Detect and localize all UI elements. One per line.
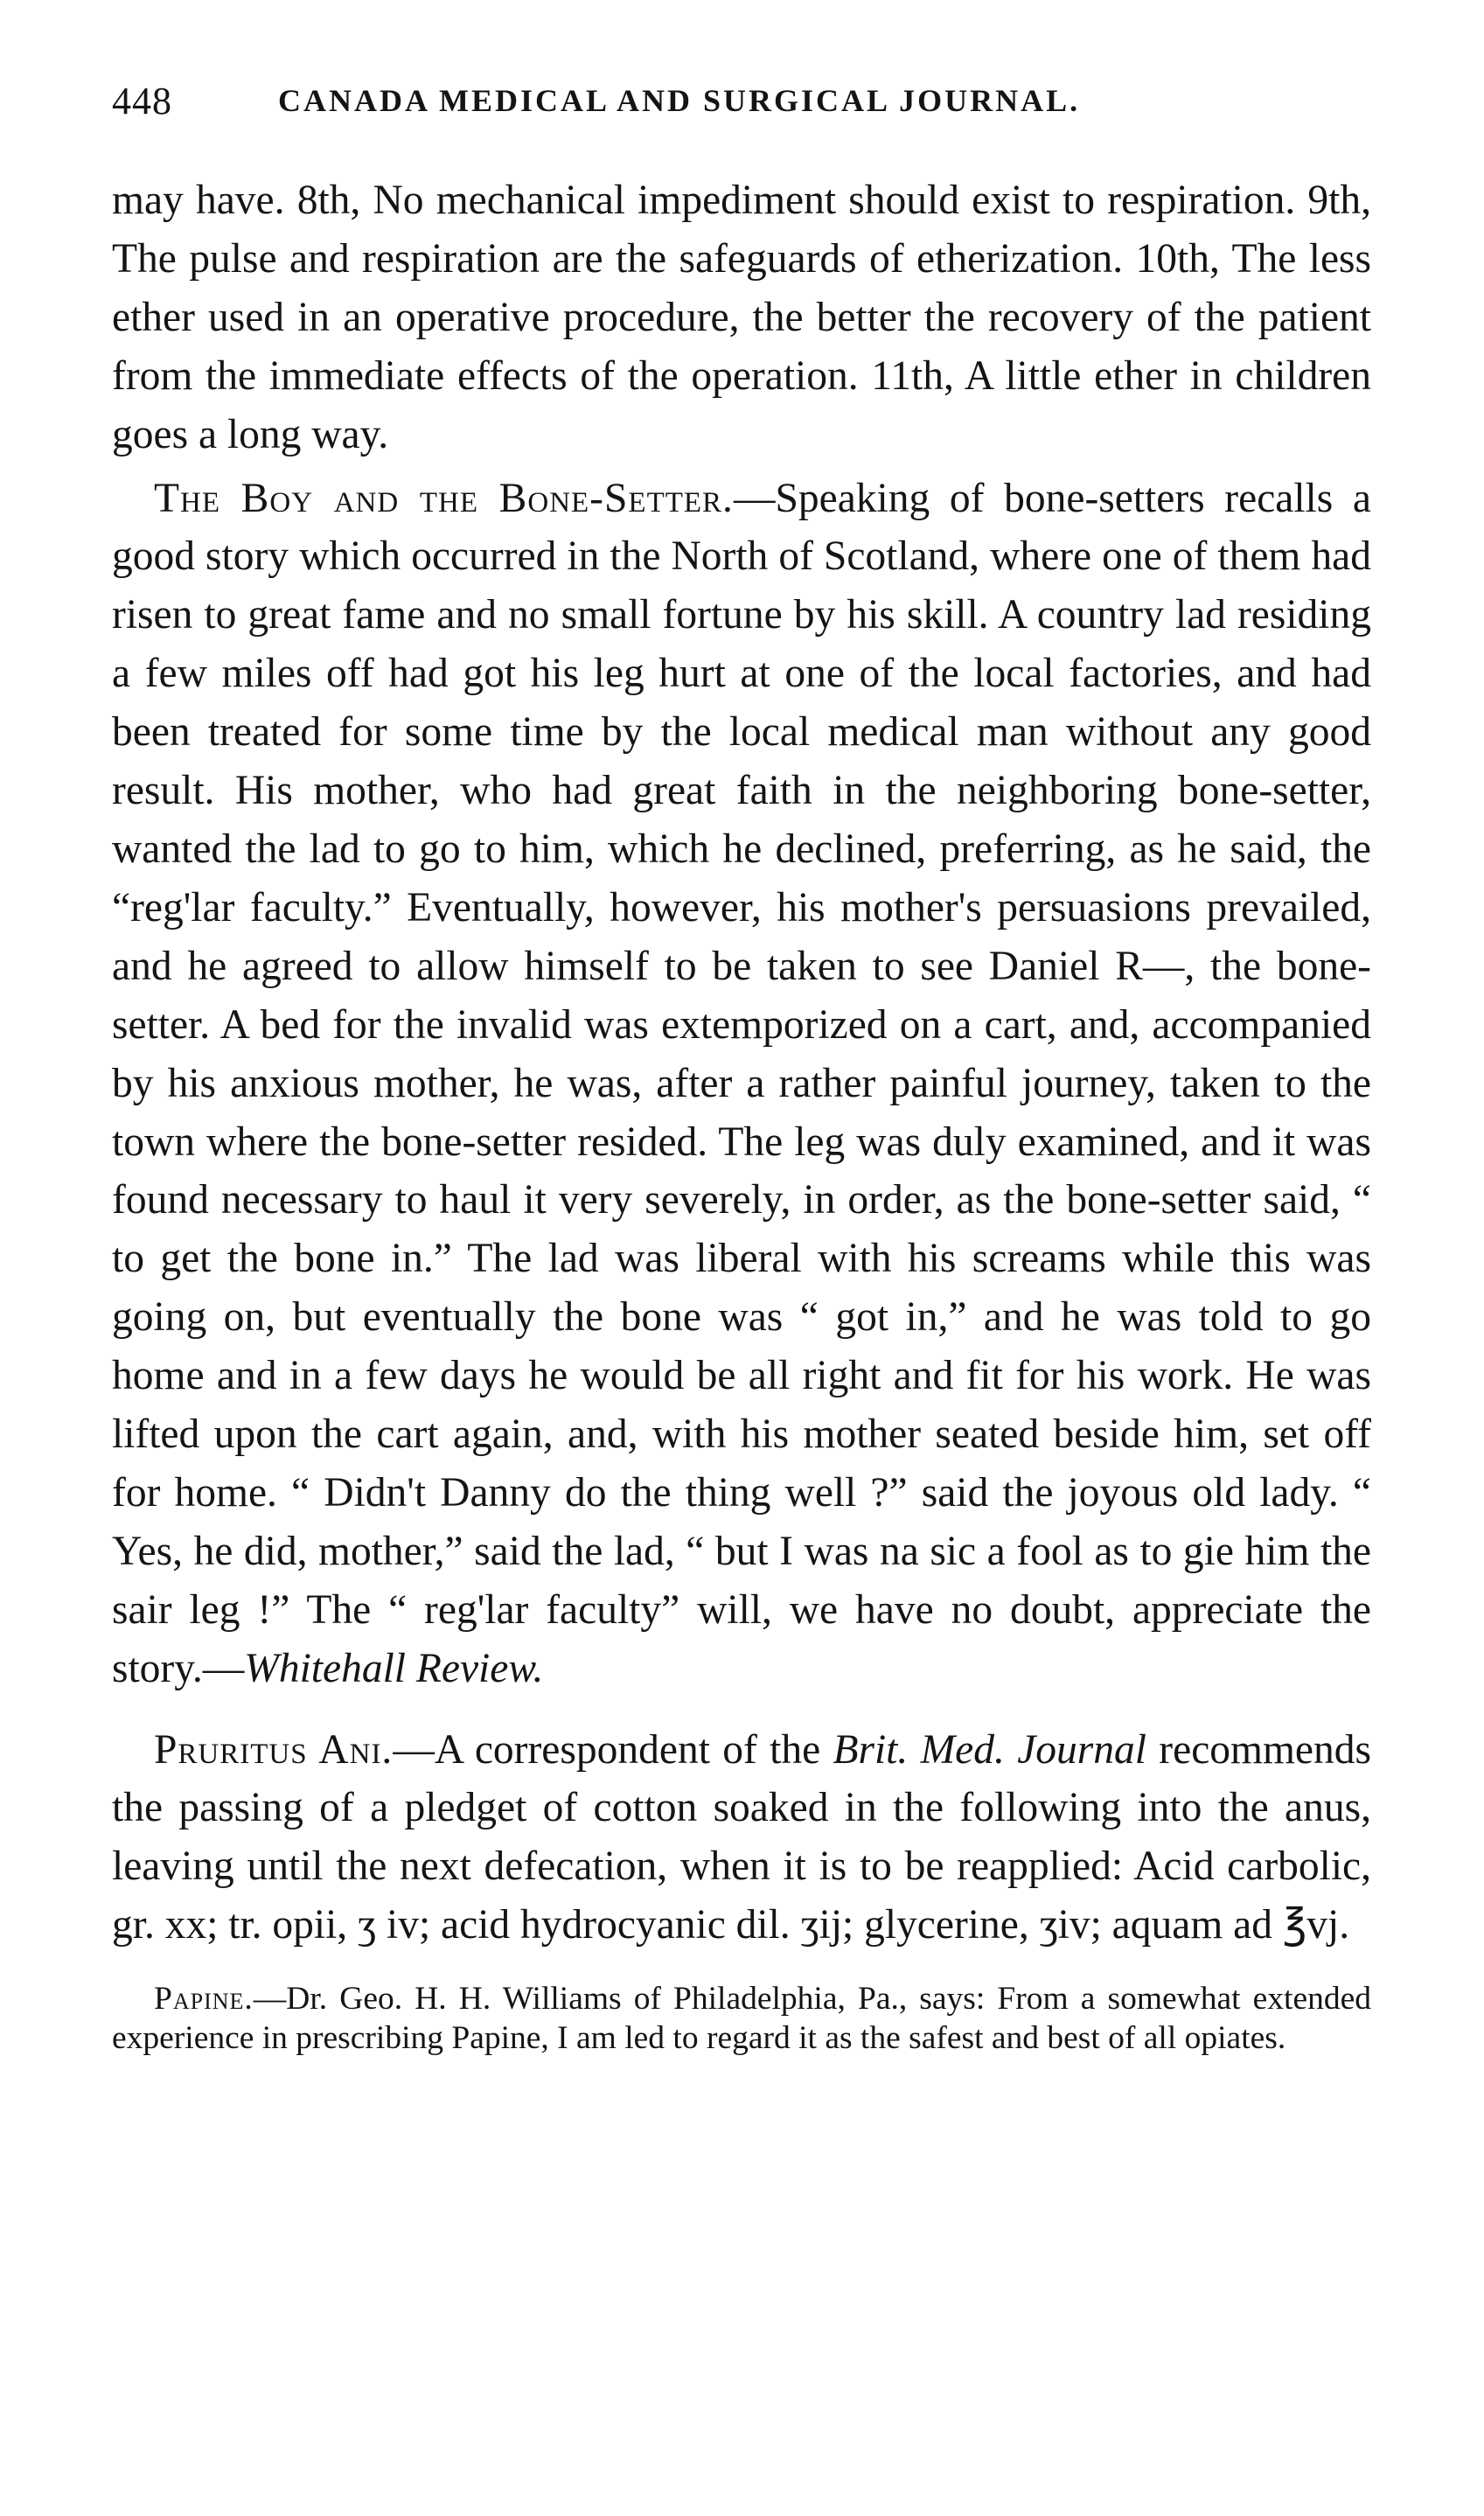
bone-setter-heading: The Boy and the Bone-Setter. xyxy=(154,475,734,521)
journal-page xyxy=(112,79,1371,2058)
pruritus-body-before: —A correspondent of the xyxy=(393,1726,833,1773)
journal-title: CANADA MEDICAL AND SURGICAL JOURNAL. xyxy=(278,83,1081,118)
bone-setter-article xyxy=(112,470,1371,1698)
bone-setter-body: —Speaking of bone-setters recalls a good story which occurred in the North of Scotland, where one of them had risen to great fame and no small fortune by his skill. A country lad residing a few miles off had got his leg hurt at one of the local factories, and had been treated for some time by the local medical man without any good result. His mother, who had great faith in the neighboring bone-setter, wanted the lad to go to him, which he declined, preferring, as he said, the “reg'lar faculty.” Eventually, however, his mother's persuasions prevailed, and he agreed to allow himself to be taken to see Daniel R—, the bone-setter. A bed for the invalid was extemporized on a cart, and, accompanied by his anxious mother, he was, after a rather painful journey, taken to the town where the bone-setter resided. The leg was duly examined, and it was found necessary to haul it very severely, in order, as the bone-setter said, “ to get the bone in.” The lad was liberal with his screams while this was going on, but eventually the bone was “ got in,” and he was told to go home and in a few days he would be all right and fit for his work. He was lifted upon the cart again, and, with his mother seated beside him, set off for home. “ Didn't Danny do the thing well ?” said the joyous old lady. “ Yes, he did, mother,” said the lad, “ but I was na sic a fool as to gie him the sair leg !” The “ reg'lar faculty” will, we have no doubt, appreciate the story.— xyxy=(112,475,1371,1691)
continuation-text: may have. 8th, No mechanical impediment should exist to respiration. 9th, The pulse and respiration are the safeguards of etherization. 10th, The less ether used in an operative procedure, the better the recovery of the patient from the immediate effects of the operation. 11th, A little ether in children goes a long way. xyxy=(112,178,1371,457)
papine-body: —Dr. Geo. H. H. Williams of Philadelphia, Pa., says: From a somewhat extended experience in prescribing Papine, I am led to regard it as the safest and best of all opiates. xyxy=(112,1981,1371,2057)
pruritus-article xyxy=(112,1721,1371,1955)
continuation-paragraph xyxy=(112,171,1371,464)
bone-setter-source: Whitehall Review. xyxy=(244,1645,544,1691)
papine-article xyxy=(112,1979,1371,2058)
page-number: 448 xyxy=(112,80,172,122)
papine-heading: Papine. xyxy=(154,1981,254,2018)
pruritus-body-after: recommends the passing of a pledget of cotton soaked in the following into the anus, leaving until the next defecation, when it is to be reapplied: Acid carbolic, gr. xx; tr. opii, ʒ iv; acid hydrocyanic dil. ʒij; glycerine, ʒiv; aquam ad ℥vj. xyxy=(112,1726,1371,1948)
running-head xyxy=(112,79,1371,131)
pruritus-journal-name: Brit. Med. Journal xyxy=(833,1726,1146,1773)
pruritus-heading: Pruritus Ani. xyxy=(154,1726,394,1773)
